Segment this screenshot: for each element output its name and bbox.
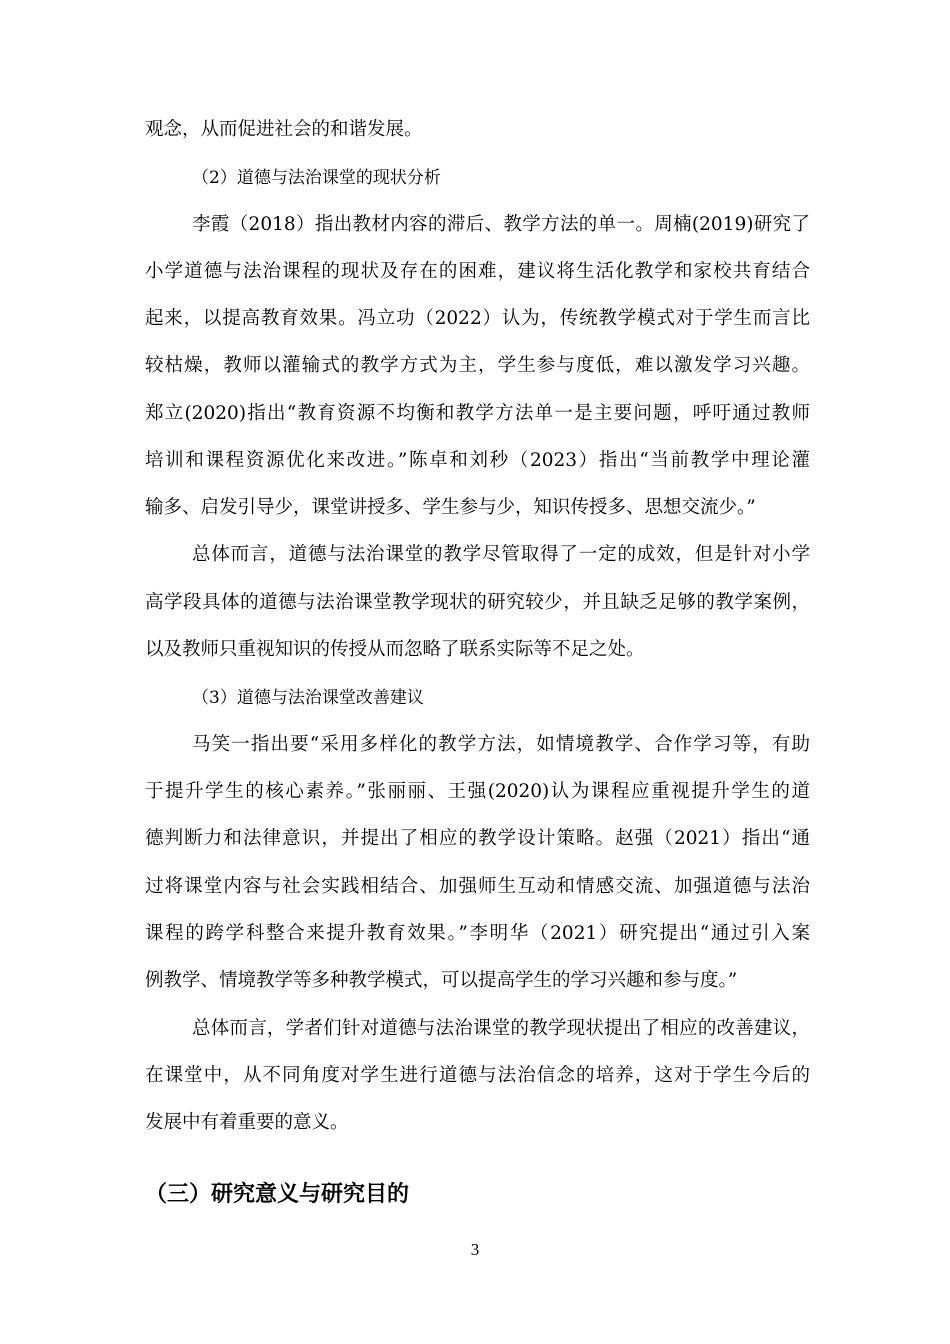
paragraph-line: 在课堂中，从不同角度对学生进行道德与法治信念的培养，这对于学生今后的 — [145, 1065, 810, 1086]
paragraph-line: 较枯燥，教师以灌输式的教学方式为主，学生参与度低，难以激发学习兴趣。 — [145, 355, 810, 376]
subheading: （3）道德与法治课堂改善建议 — [192, 688, 424, 708]
paragraph-line: 李霞（2018）指出教材内容的滞后、教学方法的单一。周楠(2019)研究了 — [192, 214, 810, 235]
paragraph-line: 起来，以提高教育效果。冯立功（2022）认为，传统教学模式对于学生而言比 — [145, 308, 810, 329]
paragraph-line: 培训和课程资源优化来改进。”陈卓和刘秒（2023）指出“当前教学中理论灌 — [145, 450, 810, 471]
paragraph-line: 例教学、情境教学等多种教学模式，可以提高学生的学习兴趣和参与度。” — [145, 970, 738, 991]
paragraph-line: 于提升学生的核心素养。”张丽丽、王强(2020)认为课程应重视提升学生的道 — [145, 781, 810, 802]
paragraph-line: 高学段具体的道德与法治课堂教学现状的研究较少，并且缺乏足够的教学案例， — [145, 592, 810, 613]
page-number: 3 — [470, 1240, 480, 1259]
paragraph-line: 输多、启发引导少，课堂讲授多、学生参与少，知识传授多、思想交流少。” — [145, 497, 756, 518]
paragraph-line: 德判断力和法律意识，并提出了相应的教学设计策略。赵强（2021）指出“通 — [145, 828, 810, 849]
paragraph-line: 小学道德与法治课程的现状及存在的困难，建议将生活化教学和家校共育结合 — [145, 261, 810, 282]
paragraph-line: 观念，从而促进社会的和谐发展。 — [145, 119, 423, 140]
paragraph-line: 总体而言，道德与法治课堂的教学尽管取得了一定的成效，但是针对小学 — [192, 544, 810, 565]
section-heading: （三）研究意义与研究目的 — [145, 1182, 410, 1207]
paragraph-line: 以及教师只重视知识的传授从而忽略了联系实际等不足之处。 — [145, 639, 645, 660]
paragraph-line: 马笑一指出要“采用多样化的教学方法，如情境教学、合作学习等，有助 — [192, 734, 810, 755]
paragraph-line: 过将课堂内容与社会实践相结合、加强师生互动和情感交流、加强道德与法治 — [145, 876, 810, 897]
paragraph-line: 郑立(2020)指出“教育资源不均衡和教学方法单一是主要问题，呼吁通过教师 — [145, 403, 810, 424]
subheading: （2）道德与法治课堂的现状分析 — [192, 168, 441, 188]
paragraph-line: 课程的跨学科整合来提升教育效果。”李明华（2021）研究提出“通过引入案 — [145, 923, 810, 944]
paragraph-line: 总体而言，学者们针对道德与法治课堂的教学现状提出了相应的改善建议， — [192, 1018, 810, 1039]
paragraph-line: 发展中有着重要的意义。 — [145, 1112, 349, 1133]
